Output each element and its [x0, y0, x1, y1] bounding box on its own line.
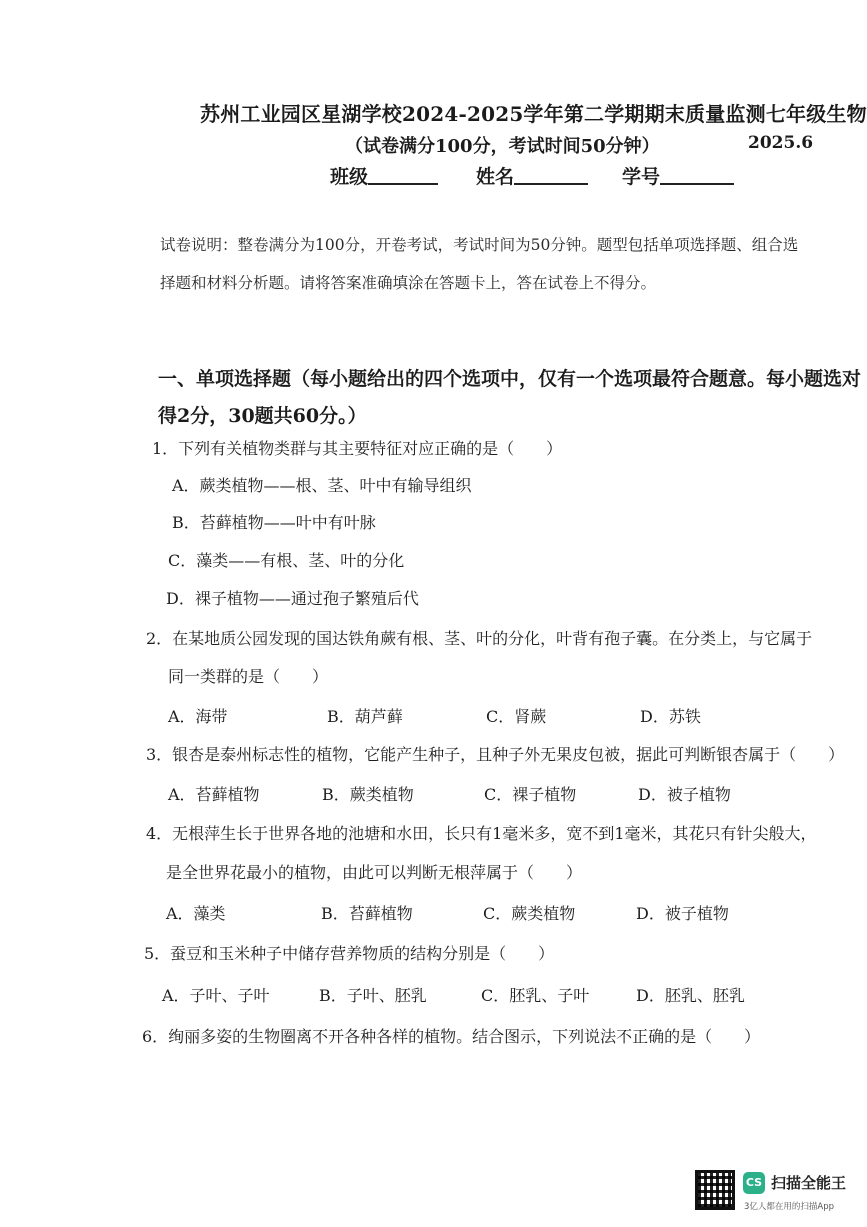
question-4-stem-line-1: 4．无根萍生长于世界各地的池塘和水田，长只有1毫米多，宽不到1毫米，其花只有针尖般大，	[146, 824, 817, 843]
question-3-option-d: D．被子植物	[638, 785, 731, 804]
question-1-option-d: D．裸子植物——通过孢子繁殖后代	[166, 589, 419, 608]
question-2-stem-line-1: 2．在某地质公园发现的国达铁角蕨有根、茎、叶的分化，叶背有孢子囊。在分类上，与它属于	[146, 629, 813, 648]
question-1-stem: 1．下列有关植物类群与其主要特征对应正确的是（ ）	[152, 439, 563, 458]
question-2-stem-line-2: 同一类群的是（ ）	[168, 667, 329, 686]
student-id-label: 学号	[622, 166, 661, 188]
question-1-option-b: B．苔藓植物——叶中有叶脉	[172, 513, 376, 532]
question-2-option-b: B．葫芦藓	[327, 707, 403, 726]
question-4-option-a: A．藻类	[166, 904, 226, 923]
question-2-option-d: D．苏铁	[640, 707, 701, 726]
exam-subtitle: （试卷满分100分，考试时间50分钟）	[345, 136, 660, 157]
name-label: 姓名	[476, 166, 515, 188]
scanner-brand-name: 扫描全能王	[771, 1174, 847, 1192]
question-5-option-c: C．胚乳、子叶	[481, 986, 590, 1005]
qr-code-icon	[695, 1170, 735, 1210]
question-5-stem: 5．蚕豆和玉米种子中储存营养物质的结构分别是（ ）	[144, 944, 555, 963]
section-heading-line-1: 一、单项选择题（每小题给出的四个选项中，仅有一个选项最符合题意。每小题选对	[158, 368, 862, 390]
section-heading-line-2: 得2分，30题共60分。）	[158, 405, 367, 427]
exam-title: 苏州工业园区星湖学校2024-2025学年第二学期期末质量监测七年级生物	[200, 102, 867, 126]
question-1-option-c: C．藻类——有根、茎、叶的分化	[168, 551, 405, 570]
instructions-line-2: 择题和材料分析题。请将答案准确填涂在答题卡上，答在试卷上不得分。	[160, 274, 657, 292]
question-3-option-c: C．裸子植物	[484, 785, 577, 804]
class-field	[330, 162, 438, 189]
question-4-stem-line-2: 是全世界花最小的植物，由此可以判断无根萍属于（ ）	[166, 863, 583, 882]
question-6-stem: 6．绚丽多姿的生物圈离不开各种各样的植物。结合图示，下列说法不正确的是（ ）	[142, 1027, 761, 1046]
question-3-stem: 3．银杏是泰州标志性的植物，它能产生种子，且种子外无果皮包被，据此可判断银杏属于（ ）	[146, 745, 845, 764]
exam-date: 2025.6	[748, 133, 814, 153]
scanner-tagline: 3亿人都在用的扫描App	[744, 1202, 835, 1212]
question-5-option-a: A．子叶、子叶	[162, 986, 270, 1005]
question-4-option-d: D．被子植物	[636, 904, 729, 923]
question-4-option-b: B．苔藓植物	[321, 904, 413, 923]
question-3-option-a: A．苔藓植物	[168, 785, 260, 804]
question-1-option-a: A．蕨类植物——根、茎、叶中有输导组织	[172, 476, 472, 495]
student-id-field	[622, 162, 734, 189]
question-3-option-b: B．蕨类植物	[322, 785, 414, 804]
question-5-option-d: D．胚乳、胚乳	[636, 986, 745, 1005]
class-label: 班级	[330, 166, 369, 188]
question-5-option-b: B．子叶、胚乳	[319, 986, 427, 1005]
question-2-option-c: C．肾蕨	[486, 707, 547, 726]
class-blank	[368, 165, 438, 185]
camscanner-logo-icon: CS	[743, 1172, 765, 1194]
student-id-blank	[660, 165, 734, 185]
name-field	[476, 162, 588, 189]
question-4-option-c: C．蕨类植物	[483, 904, 576, 923]
name-blank	[514, 165, 588, 185]
instructions-line-1: 试卷说明：整卷满分为100分，开卷考试，考试时间为50分钟。题型包括单项选择题、组合选	[160, 236, 799, 254]
question-2-option-a: A．海带	[168, 707, 228, 726]
